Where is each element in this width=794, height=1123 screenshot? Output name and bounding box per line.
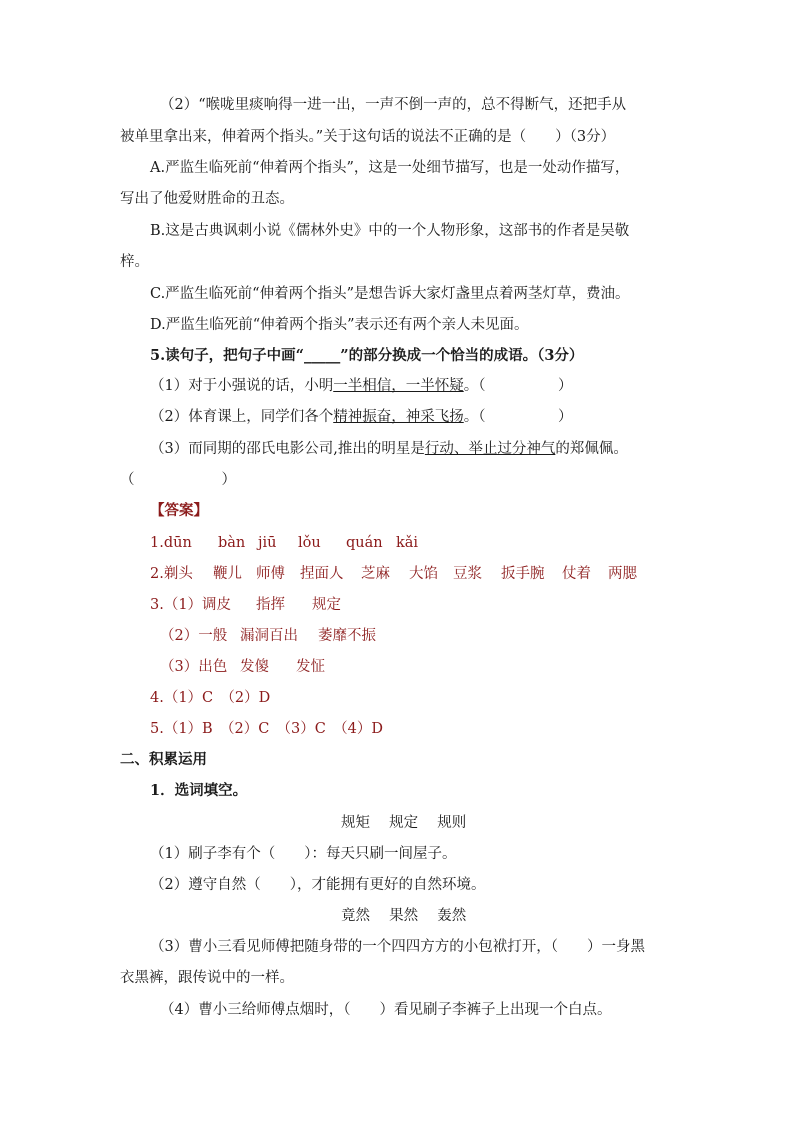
answer-2-item: 大馅 (409, 566, 438, 582)
q5-s2-pre: （2）体育课上，同学们各个 (150, 409, 334, 425)
fill-3-line2: 衣黑裤，跟传说中的一样。 (120, 970, 294, 986)
q5-sentence-1 (150, 376, 572, 396)
answer-1-item: quán (346, 535, 383, 551)
answer-2-item: 芝麻 (361, 566, 390, 582)
q5-s1-post: 。（ ） (463, 378, 573, 394)
answer-1-item: 1.dūn (150, 535, 192, 551)
answer-2-item: 2.剃头 (150, 566, 193, 582)
answer-3-item: 发怔 (296, 659, 325, 675)
answer-2-item: 师傅 (256, 566, 285, 582)
q5-s3-blank: （ ） (120, 472, 236, 488)
answer-3-item: 3.（1）调皮 (150, 597, 232, 613)
q4-option-c: C.严监生临死前“伸着两个指头”是想告诉大家灯盏里点着两茎灯草，费油。 (150, 286, 630, 302)
q5-s3-pre: （3）而同期的邵氏电影公司,推出的明星是 (150, 441, 425, 457)
answer-3-item: （3）出色 (160, 659, 228, 675)
answer-1-item: kǎi (396, 535, 419, 551)
fill-2: （2）遵守自然（ ），才能拥有更好的自然环境。 (150, 877, 486, 893)
answer-2 (150, 564, 637, 584)
q5-sentence-3 (150, 439, 628, 459)
word-choices-1: 规矩 规定 规则 (341, 815, 467, 831)
answer-2-item: 扳手腕 (501, 566, 545, 582)
q4-option-b-line1: B.这是古典讽刺小说《儒林外史》中的一个人物形象，这部书的作者是吴敬 (150, 223, 630, 239)
answer-1 (150, 533, 418, 553)
q4-option-a-line2: 写出了他爱财胜命的丑态。 (120, 191, 294, 207)
fill-4: （4）曹小三给师傅点烟时，（ ）看见刷子李裤子上出现一个白点。 (160, 1002, 612, 1018)
q4-option-d: D.严监生临死前“伸着两个指头”表示还有两个亲人未见面。 (150, 317, 529, 333)
fill-1: （1）刷子李有个（ ）：每天只刷一间屋子。 (150, 846, 457, 862)
answer-3-1 (150, 595, 341, 615)
q4-option-b-line2: 梓。 (120, 254, 149, 270)
answer-1-item: bàn (218, 535, 246, 551)
q5-s2-post: 。（ ） (463, 409, 573, 425)
q5-s3-post: 的郑佩佩。 (555, 441, 628, 457)
q5-s1-pre: （1）对于小强说的话，小明 (150, 378, 334, 394)
answer-1-item: lǒu (298, 535, 321, 551)
section-2-q1-title: 1．选词填空。 (150, 782, 248, 799)
section-2-heading: 二、积累运用 (120, 751, 207, 768)
q5-s2-underlined: 精神振奋，神采飞扬 (333, 409, 464, 425)
q5-s3-underlined: 行动、举止过分神气 (424, 441, 556, 457)
answer-1-item: jiū (258, 535, 277, 551)
answer-5: 5.（1）B （2）C （3）C （4）D (150, 721, 383, 737)
word-choices-2: 竟然 果然 轰然 (341, 908, 467, 924)
fill-3-line1: （3）曹小三看见师傅把随身带的一个四四方方的小包袱打开，（ ）一身黑 (150, 939, 645, 955)
answer-2-item: 两腮 (608, 566, 637, 582)
answer-3-item: 指挥 (256, 597, 285, 613)
q4-option-a-line1: A.严监生临死前“伸着两个指头”，这是一处细节描写，也是一处动作描写， (150, 160, 630, 176)
answer-2-item: 仗着 (562, 566, 591, 582)
answer-3-item: 规定 (312, 597, 341, 613)
answer-3-item: 萎靡不振 (318, 628, 376, 644)
answer-2-item: 鞭儿 (213, 566, 242, 582)
answer-3-3 (160, 657, 325, 677)
q5-title: 5.读句子，把句子中画“_____”的部分换成一个恰当的成语。（3分） (150, 347, 584, 364)
q4-stem-line1: （2）“喉咙里痰响得一进一出，一声不倒一声的，总不得断气，还把手从 (160, 97, 627, 113)
answer-3-2 (160, 626, 376, 646)
answers-heading: 【答案】 (150, 502, 208, 519)
answer-3-item: （2）一般 (160, 628, 228, 644)
answer-2-item: 豆浆 (453, 566, 482, 582)
q5-sentence-2 (150, 407, 572, 427)
answer-3-item: 发傻 (240, 659, 269, 675)
answer-3-item: 漏洞百出 (240, 628, 298, 644)
answer-2-item: 捏面人 (300, 566, 344, 582)
answer-4: 4.（1）C （2）D (150, 690, 271, 706)
q5-s1-underlined: 一半相信，一半怀疑 (333, 378, 464, 394)
q4-stem-line2: 被单里拿出来，伸着两个指头。”关于这句话的说法不正确的是（ ）（3分） (120, 129, 616, 145)
